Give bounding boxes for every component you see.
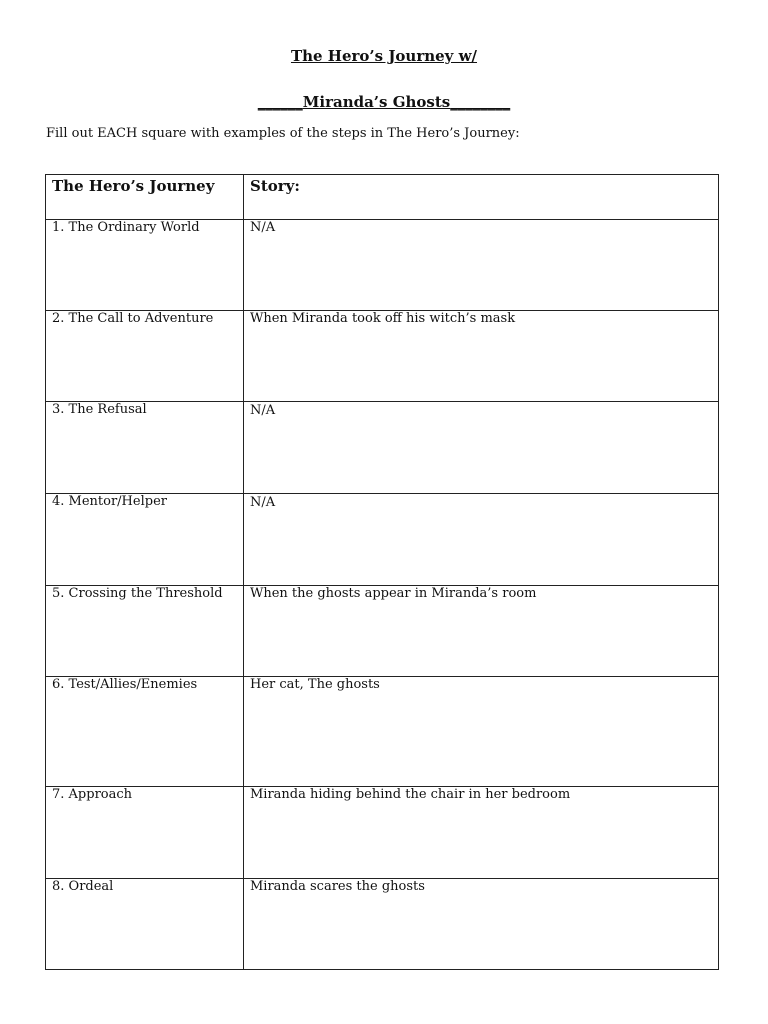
table-header-row (46, 175, 719, 220)
worksheet-title: The Hero’s Journey w/ (290, 47, 478, 65)
step-cell: 4. Mentor/Helper (46, 494, 244, 586)
table-row (46, 677, 719, 787)
step-cell: 2. The Call to Adventure (46, 311, 244, 402)
step-cell: 5. Crossing the Threshold (46, 586, 244, 677)
instructions: Fill out EACH square with examples of the steps in The Hero’s Journey: (46, 126, 520, 141)
story-title (0, 93, 768, 111)
story-title-text: Miranda’s Ghosts (302, 93, 451, 111)
story-cell: N/A (244, 402, 719, 494)
header-story: Story: (244, 175, 719, 220)
step-cell: 8. Ordeal (46, 879, 244, 970)
table-row (46, 879, 719, 970)
step-cell: 7. Approach (46, 787, 244, 879)
header-heros-journey: The Hero’s Journey (46, 175, 244, 220)
table-row (46, 787, 719, 879)
step-cell: 3. The Refusal (46, 402, 244, 494)
table-row (46, 494, 719, 586)
title-blank-right: ________ (450, 93, 511, 111)
title-blank-left: ______ (257, 93, 303, 111)
story-cell: When the ghosts appear in Miranda’s room (244, 586, 719, 677)
table-row (46, 311, 719, 402)
step-cell: 1. The Ordinary World (46, 220, 244, 311)
story-cell: N/A (244, 494, 719, 586)
heros-journey-table (45, 174, 719, 970)
story-cell: Her cat, The ghosts (244, 677, 719, 787)
story-cell: When Miranda took off his witch’s mask (244, 311, 719, 402)
table-row (46, 220, 719, 311)
step-cell: 6. Test/Allies/Enemies (46, 677, 244, 787)
table-row (46, 586, 719, 677)
table-row (46, 402, 719, 494)
story-cell: Miranda hiding behind the chair in her bedroom (244, 787, 719, 879)
story-cell: Miranda scares the ghosts (244, 879, 719, 970)
story-cell: N/A (244, 220, 719, 311)
